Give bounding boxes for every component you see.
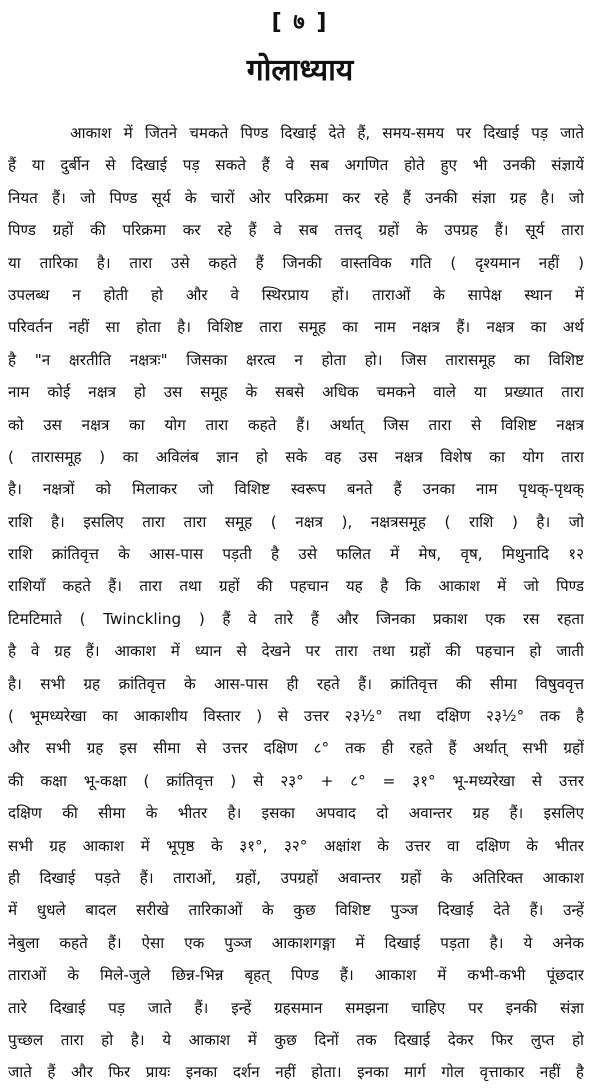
text-line: ही दिखाई पड़ते हैं। ताराओं, ग्रहों, उपग्रहों अवान्तर ग्रहों के अतिरिक्त आकाश xyxy=(8,868,584,887)
text-line: को उस नक्षत्र का योग तारा कहते हैं। अर्थात् जिस तारा से विशिष्ट नक्षत्र xyxy=(8,415,584,434)
text-line: ताराओं के मिले-जुले छिन्न-भिन्न बृहत् पिण्ड हैं। आकाश में कभी-कभी पूंछदार xyxy=(8,966,584,985)
text-line: ( भूमध्यरेखा का आकाशीय विस्तार ) से उत्तर २३½° तथा दक्षिण २३½° तक है xyxy=(8,707,584,726)
chapter-title: गोलाध्याय xyxy=(246,53,354,88)
text-line: सभी ग्रह आकाश में भूपृष्ठ के ३१°, ३२° अक्षांश के उत्तर वा दक्षिण के भीतर xyxy=(8,836,584,855)
text-line: है। नक्षत्रों को मिलाकर जो विशिष्ट स्वरूप बनते हैं उनका नाम पृथक्-पृथक् xyxy=(8,480,584,499)
text-line: है वे ग्रह हैं। आकाश में ध्यान से देखने पर तारा तथा ग्रहों की पहचान हो जाती xyxy=(8,642,584,661)
text-line: है। सभी ग्रह क्रांतिवृत्त के आस-पास ही रहते हैं। क्रांतिवृत्त की सीमा विषुववृत्त xyxy=(8,674,584,693)
text-line: पुच्छल तारा हो है। ये आकाश में कुछ दिनों तक दिखाई देकर फिर लुप्त हो xyxy=(8,1030,584,1049)
text-line: राशि है। इसलिए तारा तारा समूह ( नक्षत्र ), नक्षत्रसमूह ( राशि ) है। जो xyxy=(8,512,584,531)
text-line: तारे दिखाई पड़ जाते हैं। इन्हें ग्रहसमान समझना चाहिए पर इनकी संज्ञा xyxy=(8,998,584,1017)
text-line: दक्षिण की सीमा के भीतर है। इसका अपवाद दो अवान्तर ग्रह हैं। इसलिए xyxy=(8,804,584,823)
text-line: की कक्षा भू-कक्षा ( क्रांतिवृत्त ) से २३° + ८° = ३१° भू-मध्यरेखा से उत्तर xyxy=(8,771,584,790)
text-line: आकाश में जितने चमकते पिण्ड दिखाई देते हैं, समय-समय पर दिखाई पड़ जाते xyxy=(70,124,584,142)
text-line: या तारिका है। तारा उसे कहते हैं जिनकी वास्तविक गति ( दृश्यमान नहीं ) xyxy=(8,253,584,272)
text-line: में धुधले बादल सरीखे तारिकाओं के कुछ विशिष्ट पुञ्ज दिखाई देते हैं। उन्हें xyxy=(8,901,584,920)
text-line: नाम कोई नक्षत्र हो उस समूह के सबसे अधिक चमकने वाले या प्रख्यात तारा xyxy=(8,383,584,402)
text-line: पिण्ड ग्रहों की परिक्रमा कर रहे हैं वे सब तत्तद् ग्रहों के उपग्रह हैं। सूर्य तारा xyxy=(8,221,584,240)
text-line: ( तारासमूह ) का अविलंब ज्ञान हो सके वह उस नक्षत्र विशेष का योग तारा xyxy=(8,447,584,466)
text-line: परिवर्तन नहीं सा होता है। विशिष्ट तारा समूह का नाम नक्षत्र हैं। नक्षत्र का अर्थ xyxy=(8,318,584,337)
text-line: नियत हैं। जो पिण्ड सूर्य के चारों ओर परिक्रमा कर रहे हैं उनकी संज्ञा ग्रह है। जो xyxy=(8,188,584,207)
text-line: है "न क्षरतीति नक्षत्रः" जिसका क्षरत्व न होता हो। जिस तारासमूह का विशिष्ट xyxy=(8,350,584,369)
text-line: राशियाँ कहते हैं। तारा तथा ग्रहों की पहचान यह है कि आकाश में जो पिण्ड xyxy=(8,577,584,596)
text-line: नेबुला कहते हैं। ऐसा एक पुञ्ज आकाशगङ्गा में दिखाई पड़ता है। ये अनेक xyxy=(8,933,584,952)
text-line: जाते हैं और फिर प्रायः इनका दर्शन नहीं होता। इनका मार्ग गोल वृत्ताकार नहीं है xyxy=(8,1063,584,1082)
page-number: [ ७ ] xyxy=(271,10,329,35)
text-line: हैं या दुर्बीन से दिखाई पड़ सकते हैं वे सब अगणित होते हुए भी उनकी संज्ञायें xyxy=(8,156,584,175)
text-line: उपलब्ध न होती हो और वे स्थिरप्राय हों। ताराओं के सापेक्ष स्थान में xyxy=(8,285,584,304)
text-line: राशि क्रांतिवृत्त के आस-पास पड़ती है उसे फलित में मेष, वृष, मिथुनादि १२ xyxy=(8,545,584,564)
text-line: और सभी ग्रह इस सीमा से उत्तर दक्षिण ८° तक ही रहते हैं अर्थात् सभी ग्रहों xyxy=(8,739,584,758)
body-text xyxy=(8,117,584,1089)
text-line: टिमटिमाते ( Twinckling ) हैं वे तारे हैं और जिनका प्रकाश एक रस रहता xyxy=(8,609,584,628)
